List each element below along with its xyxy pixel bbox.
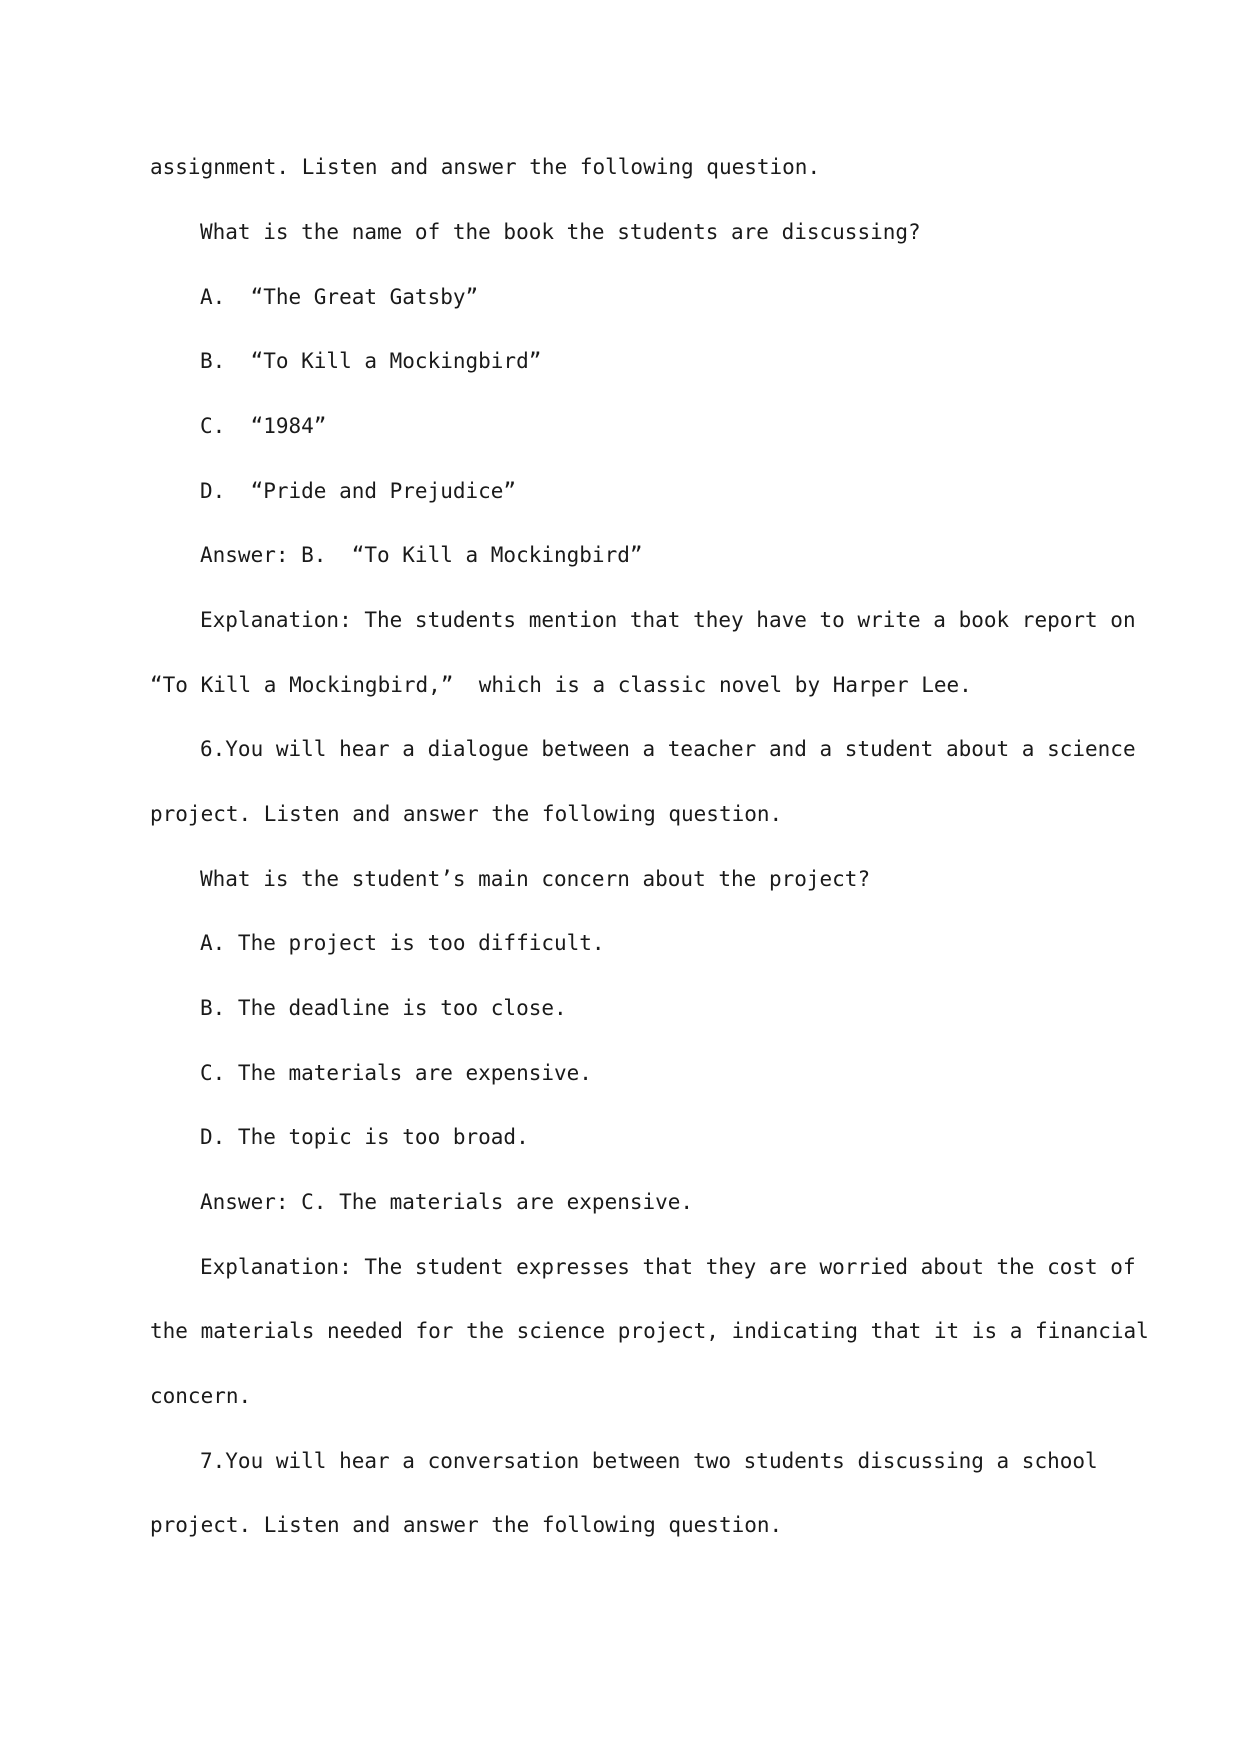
explanation-text: Explanation: The student expresses that they are worried about the cost of xyxy=(200,1255,1136,1279)
question-text: What is the student’s main concern about the project? xyxy=(200,867,871,891)
option-a: A. The project is too difficult. xyxy=(200,931,605,955)
explanation-text: “To Kill a Mockingbird,” which is a classic novel by Harper Lee. xyxy=(150,673,972,697)
option-b: B. “To Kill a Mockingbird” xyxy=(200,349,542,373)
explanation-text: concern. xyxy=(150,1384,252,1408)
option-d: D. “Pride and Prejudice” xyxy=(200,479,517,503)
question-text: What is the name of the book the students are discussing? xyxy=(200,220,921,244)
text-line: project. Listen and answer the following question. xyxy=(150,1513,783,1537)
option-b: B. The deadline is too close. xyxy=(200,996,567,1020)
option-d: D. The topic is too broad. xyxy=(200,1125,529,1149)
option-c: C. “1984” xyxy=(200,414,327,438)
option-a: A. “The Great Gatsby” xyxy=(200,285,479,309)
text-line: project. Listen and answer the following question. xyxy=(150,802,783,826)
question-heading: 6.You will hear a dialogue between a teacher and a student about a science xyxy=(200,737,1136,761)
text-line: assignment. Listen and answer the following question. xyxy=(150,155,821,179)
option-c: C. The materials are expensive. xyxy=(200,1061,592,1085)
explanation-text: the materials needed for the science project, indicating that it is a financial xyxy=(150,1319,1149,1343)
answer-text: Answer: C. The materials are expensive. xyxy=(200,1190,694,1214)
answer-text: Answer: B. “To Kill a Mockingbird” xyxy=(200,543,643,567)
question-heading: 7.You will hear a conversation between two students discussing a school xyxy=(200,1449,1098,1473)
explanation-text: Explanation: The students mention that they have to write a book report on xyxy=(200,608,1136,632)
